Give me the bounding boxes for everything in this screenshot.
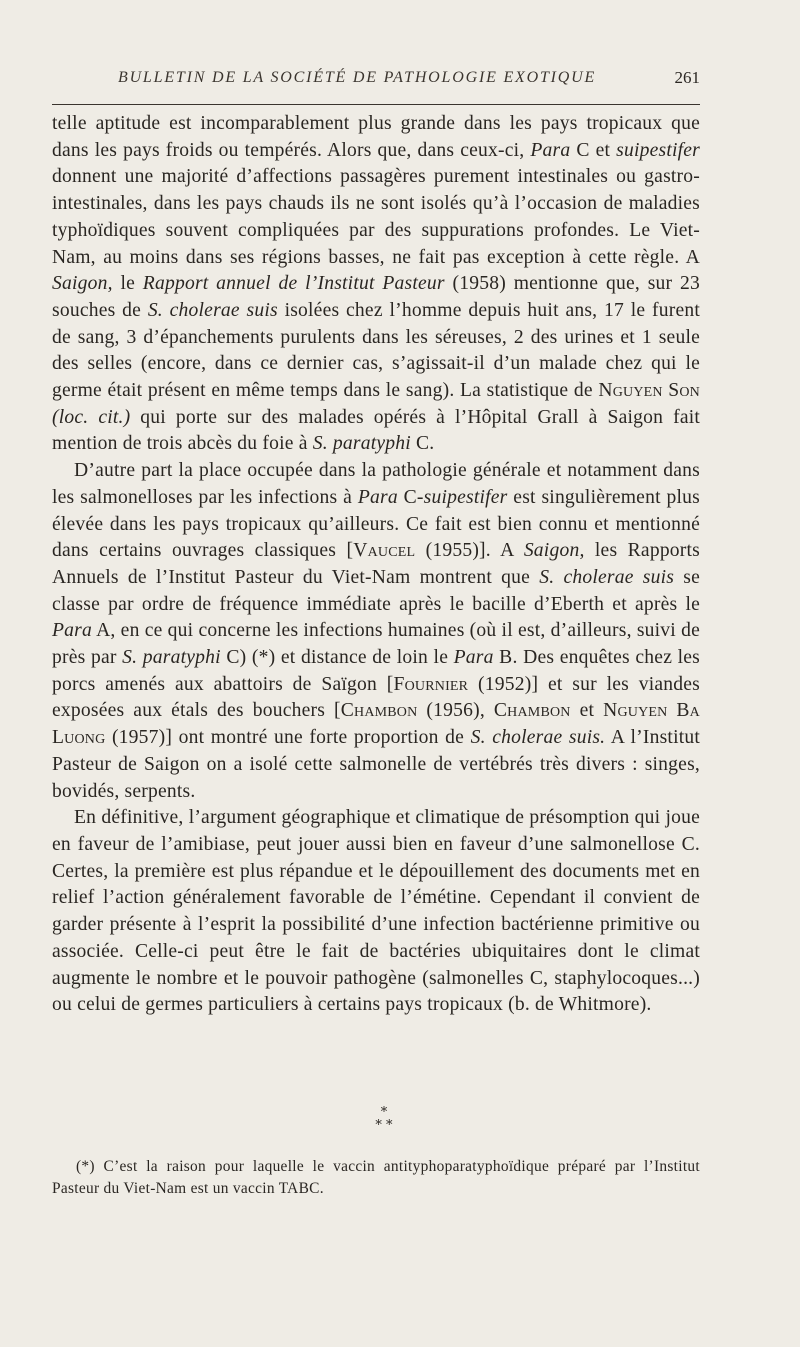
text-run: C- xyxy=(397,486,424,508)
text-run: est singulièrement plus élevée dans les pays tropicaux qu’ailleurs. Ce fait est bien connu et mentionné dans certains ouvrages classiques [ xyxy=(52,486,700,562)
author-name: Fournier xyxy=(393,673,469,695)
italic-run: (loc. cit.) xyxy=(52,406,131,428)
separator-stars-bottom: * * xyxy=(375,1118,393,1133)
author-name: Chambon xyxy=(493,700,571,722)
italic-run: Para xyxy=(52,620,92,642)
section-separator xyxy=(364,1106,404,1132)
text-run: isolées chez l’homme depuis huit ans, 17 le furent de sang, 3 d’épanchements purulents dans les séreuses, 2 des urines et 1 seule des selles (encore, dans ce dernier cas, s’agissait-il d’un malade chez qui le germe était présent en même temps dans le sang). La statistique de xyxy=(52,299,700,402)
text-run: qui porte sur des malades opérés à l’Hôpital Grall à Saigon fait mention de trois abcès du foie à xyxy=(52,406,701,455)
page-number: 261 xyxy=(674,68,700,87)
italic-run: suipestifer xyxy=(423,486,508,508)
text-run: C) (*) et distance de loin le xyxy=(220,647,454,669)
text-run: C et xyxy=(570,139,617,161)
page-header xyxy=(52,64,700,105)
footnote-text: (*) C’est la raison pour laquelle le vaccin antityphoparatyphoïdique préparé par l’Institut Pasteur du Viet-Nam est un vaccin TABC. xyxy=(52,1158,700,1197)
paragraph-2 xyxy=(52,458,700,805)
italic-run: S. cholerae suis xyxy=(147,299,278,321)
italic-run: Para xyxy=(357,486,398,508)
author-name: Vaucel xyxy=(353,540,416,562)
author-name: Nguyen Ba Luong xyxy=(52,700,700,749)
author-name: Chambon xyxy=(340,700,418,722)
italic-run: S. cholerae suis. xyxy=(470,727,606,749)
text-run: se classe par ordre de fréquence immédiate après le bacille d’Eberth et après le xyxy=(52,566,700,615)
text-run: (1957)] ont montré une forte proportion de xyxy=(105,727,471,749)
text-run: A, en ce qui concerne les infections humaines (où il est, d’ailleurs, suivi de près par xyxy=(52,620,700,669)
author-name: Nguyen Son xyxy=(598,380,700,402)
italic-run: suipestifer xyxy=(616,139,701,161)
paragraph-1 xyxy=(52,111,700,458)
italic-run: S. cholerae suis xyxy=(539,566,675,588)
italic-run: S. paratyphi xyxy=(122,647,221,669)
text-run: D’autre part la place occupée dans la pathologie générale et notamment dans les salmonelloses par les infections à xyxy=(52,460,700,508)
text-run: (1952)] et sur les viandes exposées aux étals des bouchers [ xyxy=(52,673,700,722)
footnote xyxy=(52,1156,700,1200)
text-run: telle aptitude est incomparablement plus grande dans les pays tropicaux que dans les pays froids ou tempérés. Alors que, dans ceux-ci, xyxy=(52,113,700,161)
italic-run: S. paratyphi xyxy=(312,433,411,455)
text-run: (1958) mentionne que, sur 23 souches de xyxy=(52,273,701,321)
italic-run: Saigon, xyxy=(52,273,113,295)
italic-run: Saigon, xyxy=(523,540,585,562)
text-run: C. xyxy=(410,433,435,455)
text-run: A l’Institut Pasteur de Saigon on a isolé cette salmonelle de vertébrés très divers : singes, bovidés, serpents. xyxy=(52,727,700,802)
separator-star-top: * xyxy=(380,1105,388,1120)
text-run: (1956), xyxy=(417,700,494,722)
text-run: et xyxy=(570,700,604,722)
italic-run: Para xyxy=(453,647,494,669)
paragraph-3 xyxy=(52,805,700,1019)
text-run: (1955)]. A xyxy=(415,540,524,562)
italic-run: Para xyxy=(530,139,571,161)
body-text xyxy=(52,111,700,1019)
text-run: En définitive, l’argument géographique et climatique de présomption qui joue en faveur de l’amibiase, peut jouer aussi bien en faveur d’une salmonellose C. Certes, la première est plus répandue et le dépouillement des documents met en relief l’action généralement favorable de l’émétine. Cependant il convient de garder présente à l’esprit la possibilité d’une infection bactérienne primitive ou associée. Celle-ci peut être le fait de bactéries ubiquitaires dont le climat augmente le nombre et le pouvoir pathogène (salmonelles C, staphylocoques...) ou celui de germes particuliers à certains pays tropicaux (b. de Whitmore). xyxy=(52,807,700,1016)
text-run: le xyxy=(112,273,143,295)
text-run: B. Des enquêtes chez les porcs amenés aux abattoirs de Saïgon [ xyxy=(52,647,701,695)
italic-run: Rapport annuel de l’Institut Pasteur xyxy=(142,273,445,295)
running-title: BULLETIN DE LA SOCIÉTÉ DE PATHOLOGIE EXOTIQUE xyxy=(118,69,597,86)
text-run: donnent une majorité d’affections passagères purement intestinales ou gastro-intestinales, dans les pays chauds ils ne sont isolés qu’à l’occasion de maladies typhoïdiques souvent compliquées par des suppurations profondes. Le Viet-Nam, au moins dans ses régions basses, ne fait pas exception à cette règle. A xyxy=(52,166,700,268)
text-run: les Rapports Annuels de l’Institut Pasteur du Viet-Nam montrent que xyxy=(52,540,701,588)
